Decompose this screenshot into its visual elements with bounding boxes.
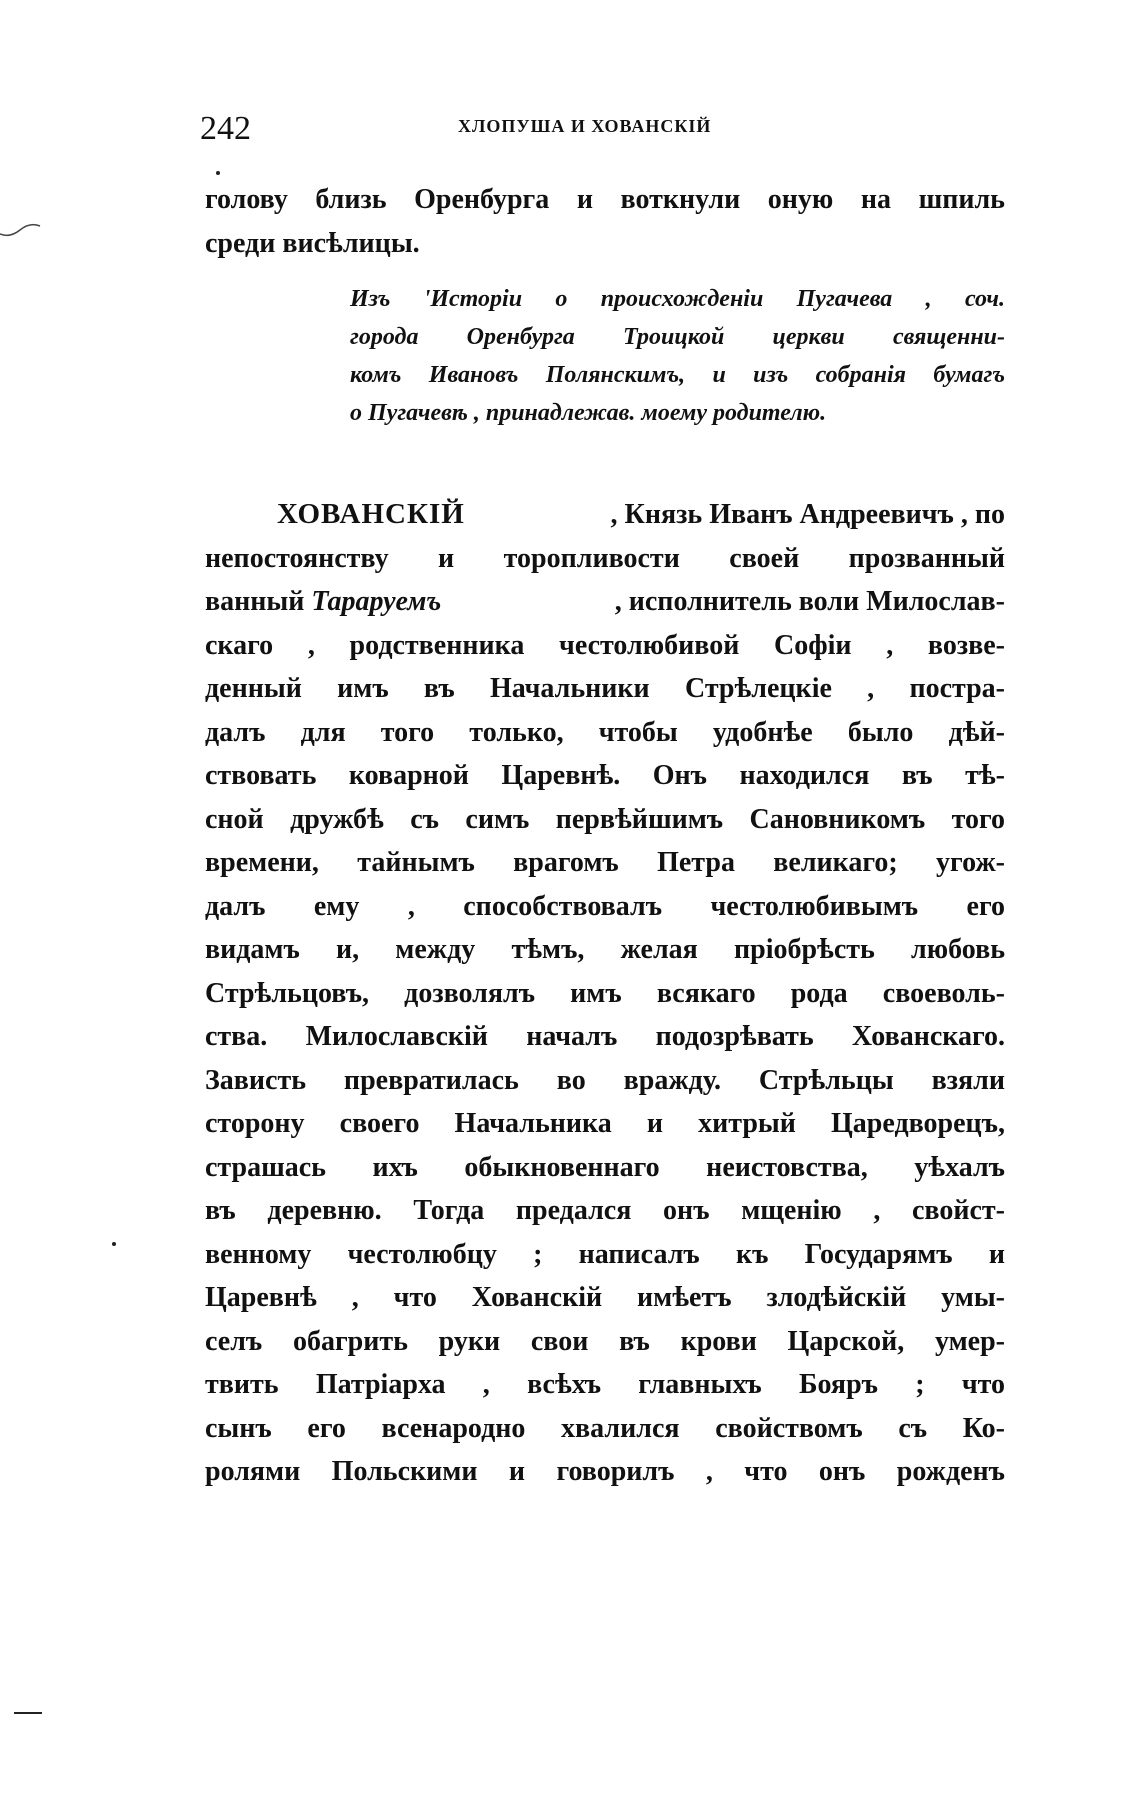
margin-scratch — [0, 220, 60, 250]
text-line: твить Патріарха , всѣхъ главныхъ Бояръ ; что — [205, 1369, 1005, 1400]
text-line: непостоянству и торопливости своей прозванный — [205, 542, 1005, 574]
text-line: венному честолюбцу ; написалъ къ Государямъ и — [205, 1238, 1005, 1270]
text-line: среди висѣлицы. — [205, 227, 420, 259]
margin-dot-left — [112, 1242, 116, 1246]
citation-line: города Оренбурга Троицкой церкви священни- — [350, 324, 1005, 350]
text-line: страшась ихъ обыкновеннаго неистовства, уѣхалъ — [205, 1151, 1005, 1183]
citation-line: комъ Ивановъ Полянскимъ, и изъ собранія бумагъ — [350, 362, 1005, 388]
text-line: селъ обагрить руки свои въ крови Царской, умер- — [205, 1325, 1005, 1357]
text-line: скаго , родственника честолюбивой Софіи , возве- — [205, 629, 1005, 661]
margin-dash-bottom — [14, 1712, 42, 1714]
text-line: времени, тайнымъ врагомъ Петра великаго; угож- — [205, 847, 1005, 878]
entry-headword: ХОВАНСКІЙ — [277, 498, 465, 530]
text-line: сной дружбѣ съ симъ первѣйшимъ Сановникомъ того — [205, 803, 1005, 835]
entry-first-line-rest: , Князь Иванъ Андреевичъ , по — [610, 499, 1005, 530]
text-line: въ деревню. Тогда предался онъ мщенію , свойст- — [205, 1195, 1005, 1226]
citation-line: Изъ 'Исторіи о происхожденіи Пугачева , соч. — [350, 286, 1005, 312]
text-line: далъ ему , способствовалъ честолюбивымъ его — [205, 890, 1005, 922]
text-fragment: ванный Тараруемъ — [205, 586, 442, 617]
text-fragment: , исполнитель воли Милослав- — [614, 586, 1005, 617]
text-line: сынъ его всенародно хвалился свойствомъ съ Ко- — [205, 1412, 1005, 1444]
entry-nickname: Тараруемъ — [311, 586, 442, 617]
text-line: Царевнѣ , что Хованскій имѣетъ злодѣйскій умы- — [205, 1282, 1005, 1313]
text-line: голову близь Оренбурга и воткнули оную на шпиль — [205, 184, 1005, 215]
text-line: ролями Польскими и говорилъ , что онъ рожденъ — [205, 1456, 1005, 1487]
page-header — [200, 104, 1020, 154]
text-line: видамъ и, между тѣмъ, желая пріобрѣсть любовь — [205, 934, 1005, 965]
page-number: 242 — [200, 110, 251, 147]
text-line: далъ для того только, чтобы удобнѣе было дѣй- — [205, 716, 1005, 748]
citation-line: о Пугачевѣ , принадлежав. моему родителю. — [350, 400, 827, 426]
khovansky-entry — [205, 493, 1005, 1494]
entry-first-line — [205, 493, 1005, 537]
text-line: ства. Милославскій началъ подозрѣвать Хованскаго. — [205, 1021, 1005, 1052]
text-line: денный имъ въ Начальники Стрѣлецкіе , постра- — [205, 673, 1005, 704]
running-title: ХЛОПУША И ХОВАНСКІЙ — [458, 116, 712, 136]
text-line: ствовать коварной Царевнѣ. Онъ находился въ тѣ- — [205, 760, 1005, 791]
text-line: сторону своего Начальника и хитрый Царедворецъ, — [205, 1108, 1005, 1139]
text-line: Стрѣльцовъ, дозволялъ имъ всякаго рода своеволь- — [205, 977, 1005, 1009]
dot-above-text — [216, 171, 220, 175]
text-line: Зависть превратилась во вражду. Стрѣльцы взяли — [205, 1064, 1005, 1096]
continuation-paragraph — [205, 178, 1005, 265]
source-citation — [350, 280, 1005, 432]
entry-third-line — [205, 580, 1005, 624]
